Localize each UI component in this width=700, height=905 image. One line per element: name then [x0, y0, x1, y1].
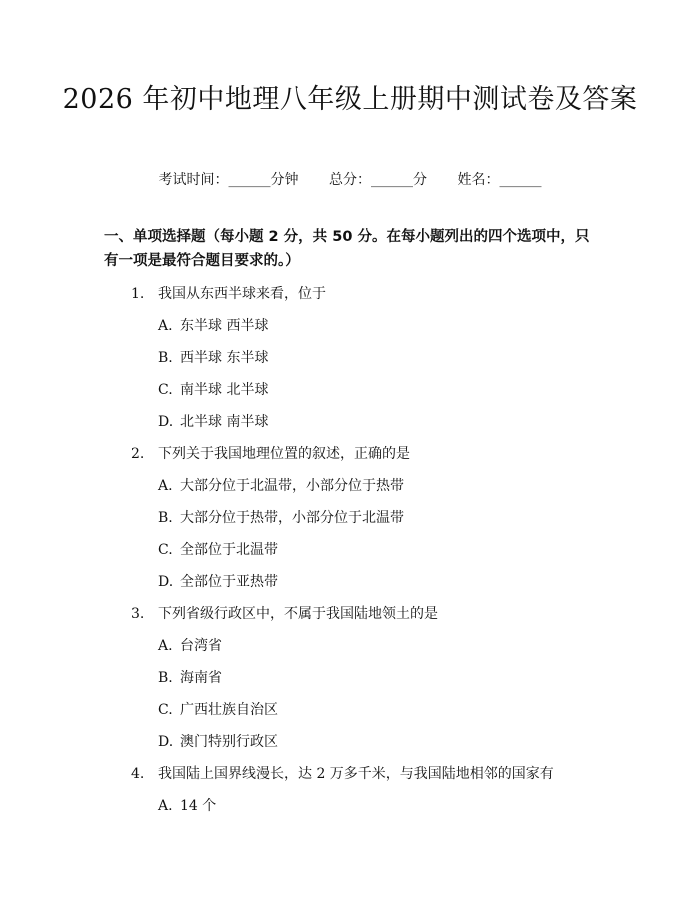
option-text: 南半球 北半球 — [180, 382, 269, 398]
option-letter: A. — [158, 318, 173, 334]
page-title: 2026 年初中地理八年级上册期中测试卷及答案 — [62, 84, 638, 115]
option-3d — [158, 731, 278, 751]
option-letter: A. — [158, 478, 173, 494]
option-3c — [158, 699, 278, 719]
option-letter: C. — [158, 702, 173, 718]
question-number: 3. — [131, 606, 145, 622]
question-text: 下列省级行政区中，不属于我国陆地领土的是 — [158, 606, 438, 622]
option-text: 大部分位于北温带，小部分位于热带 — [180, 478, 404, 494]
option-4a — [158, 795, 216, 815]
option-text: 澳门特别行政区 — [180, 734, 278, 750]
option-text: 北半球 南半球 — [180, 414, 269, 430]
option-2c — [158, 539, 278, 559]
option-text: 全部位于亚热带 — [180, 574, 278, 590]
option-text: 14 个 — [180, 798, 217, 814]
option-letter: D. — [158, 414, 174, 430]
option-1d — [158, 411, 268, 431]
question-number: 2. — [131, 446, 145, 462]
option-letter: C. — [158, 382, 173, 398]
option-letter: D. — [158, 574, 174, 590]
question-text: 我国从东西半球来看，位于 — [158, 286, 326, 302]
total-score: 总分：______分 — [329, 172, 427, 188]
option-2a — [158, 475, 404, 495]
question-number: 4. — [131, 766, 145, 782]
option-letter: B. — [158, 350, 173, 366]
question-number: 1. — [131, 286, 145, 302]
question-1 — [131, 283, 326, 303]
section-heading: 一、单项选择题（每小题 2 分，共 50 分。在每小题列出的四个选项中，只有一项是最符合题目要求的。） — [104, 229, 590, 269]
option-text: 西半球 东半球 — [180, 350, 269, 366]
option-1a — [158, 315, 268, 335]
option-1c — [158, 379, 268, 399]
question-3 — [131, 603, 438, 623]
option-letter: B. — [158, 670, 173, 686]
exam-meta — [0, 169, 700, 189]
option-2d — [158, 571, 278, 591]
option-text: 广西壮族自治区 — [180, 702, 278, 718]
option-letter: A. — [158, 798, 173, 814]
exam-time: 考试时间：______分钟 — [158, 172, 299, 188]
question-2 — [131, 443, 410, 463]
option-text: 东半球 西半球 — [180, 318, 269, 334]
option-letter: B. — [158, 510, 173, 526]
option-1b — [158, 347, 268, 367]
option-text: 台湾省 — [180, 638, 222, 654]
question-4 — [131, 763, 554, 783]
option-3a — [158, 635, 222, 655]
option-3b — [158, 667, 222, 687]
question-text: 下列关于我国地理位置的叙述，正确的是 — [158, 446, 410, 462]
option-2b — [158, 507, 404, 527]
question-text: 我国陆上国界线漫长，达 2 万多千米，与我国陆地相邻的国家有 — [158, 766, 554, 782]
option-text: 海南省 — [180, 670, 222, 686]
student-name: 姓名：______ — [457, 172, 542, 188]
option-letter: A. — [158, 638, 173, 654]
option-letter: C. — [158, 542, 173, 558]
option-text: 大部分位于热带，小部分位于北温带 — [180, 510, 404, 526]
option-text: 全部位于北温带 — [180, 542, 278, 558]
option-letter: D. — [158, 734, 174, 750]
